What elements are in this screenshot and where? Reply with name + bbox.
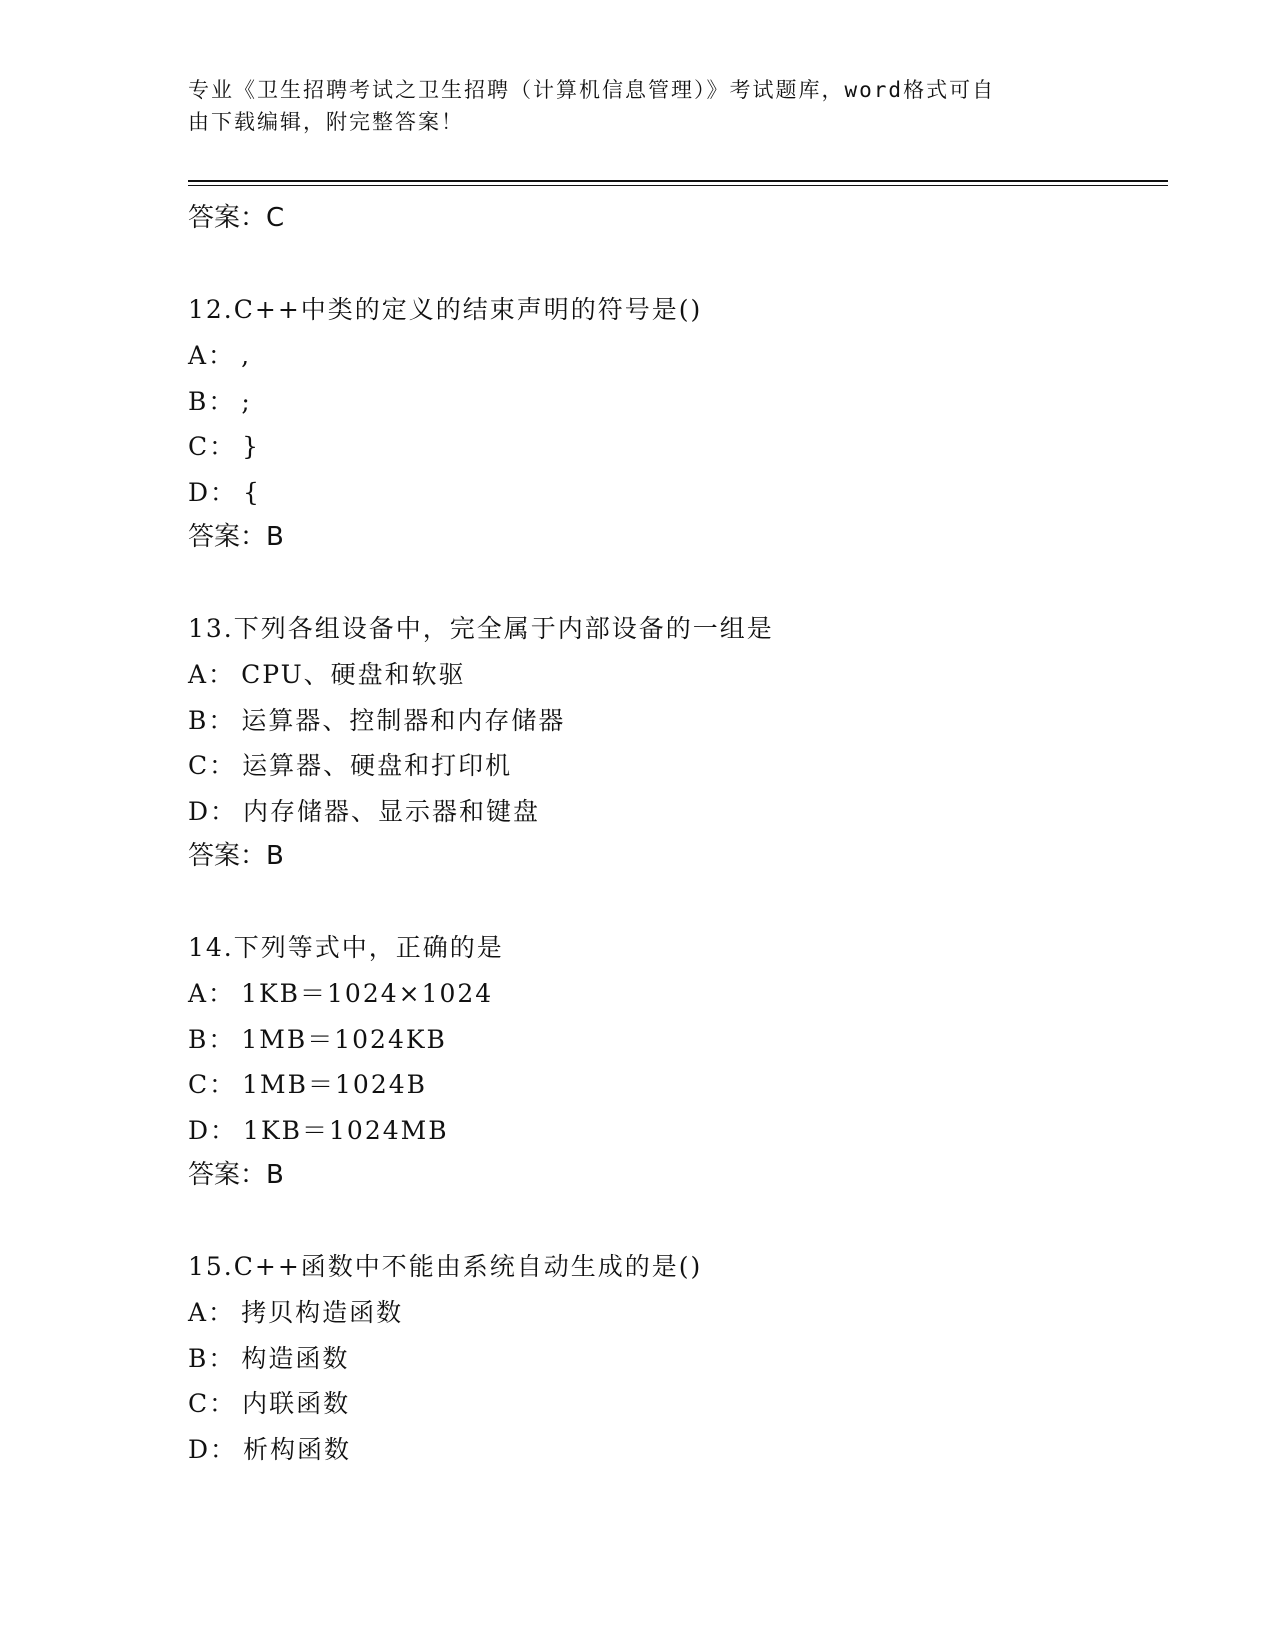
- option-d: [188, 470, 1168, 516]
- question-text: 13.下列各组设备中，完全属于内部设备的一组是: [188, 614, 774, 643]
- option-text: CPU、硬盘和软驱: [241, 660, 466, 689]
- header-rule-thick: [188, 180, 1168, 182]
- option-text: 拷贝构造函数: [241, 1298, 404, 1327]
- question-text: 15.C++函数中不能由系统自动生成的是(): [188, 1252, 703, 1281]
- option-label: A：: [188, 979, 236, 1008]
- option-b: [188, 379, 1168, 425]
- option-label: A：: [188, 660, 236, 689]
- option-label: B：: [188, 705, 236, 735]
- header-line-2: 由下载编辑，附完整答案！: [188, 110, 464, 134]
- option-d: [188, 1108, 1168, 1154]
- option-a: [188, 333, 1168, 379]
- option-label: B：: [188, 1024, 236, 1054]
- option-text: 1KB＝1024MB: [243, 1115, 449, 1145]
- question-item: [188, 925, 1168, 1197]
- option-d: [188, 789, 1168, 835]
- option-c: [188, 743, 1168, 789]
- option-a: [188, 652, 1168, 698]
- option-text: 1MB＝1024KB: [241, 1024, 447, 1054]
- option-label: B：: [188, 1343, 236, 1373]
- option-label: A：: [188, 341, 236, 370]
- header-rule-thin: [188, 185, 1168, 186]
- question-item: [188, 287, 1168, 559]
- option-label: C：: [188, 432, 237, 461]
- option-a: [188, 971, 1168, 1017]
- option-text: 内联函数: [242, 1389, 351, 1418]
- option-text: 运算器、控制器和内存储器: [241, 705, 566, 735]
- answer-line: 答案：B: [188, 522, 284, 552]
- option-label: B：: [188, 386, 236, 416]
- option-text: 内存储器、显示器和键盘: [243, 796, 541, 826]
- option-b: [188, 1017, 1168, 1063]
- option-c: [188, 1062, 1168, 1108]
- option-text: 析构函数: [243, 1434, 352, 1464]
- question-item: [188, 606, 1168, 878]
- option-text: {: [243, 477, 261, 507]
- option-label: D：: [188, 1434, 238, 1464]
- option-text: ;: [241, 386, 252, 416]
- question-item: [188, 1244, 1168, 1472]
- option-c: [188, 1381, 1168, 1427]
- option-b: [188, 1336, 1168, 1382]
- option-text: }: [242, 432, 261, 461]
- option-label: D：: [188, 796, 238, 826]
- option-text: 1MB＝1024B: [242, 1070, 428, 1099]
- option-text: ,: [241, 341, 252, 370]
- answer-line: 答案：C: [188, 203, 285, 233]
- question-text: 12.C++中类的定义的结束声明的符号是(): [188, 295, 703, 324]
- option-a: [188, 1290, 1168, 1336]
- answer-line: 答案：B: [188, 841, 284, 871]
- option-c: [188, 424, 1168, 470]
- option-label: A：: [188, 1298, 236, 1327]
- option-text: 运算器、硬盘和打印机: [242, 751, 513, 780]
- option-label: C：: [188, 751, 237, 780]
- option-d: [188, 1427, 1168, 1473]
- question-text: 14.下列等式中，正确的是: [188, 933, 504, 962]
- document-header: [188, 74, 1068, 138]
- question-list: [188, 196, 1168, 1472]
- option-b: [188, 698, 1168, 744]
- option-label: D：: [188, 477, 238, 507]
- option-text: 1KB＝1024×1024: [241, 979, 494, 1008]
- option-label: D：: [188, 1115, 238, 1145]
- option-label: C：: [188, 1389, 237, 1418]
- answer-line: 答案：B: [188, 1160, 284, 1190]
- option-text: 构造函数: [241, 1343, 350, 1373]
- option-label: C：: [188, 1070, 237, 1099]
- header-line-1: 专业《卫生招聘考试之卫生招聘（计算机信息管理）》考试题库，word格式可自: [188, 78, 996, 102]
